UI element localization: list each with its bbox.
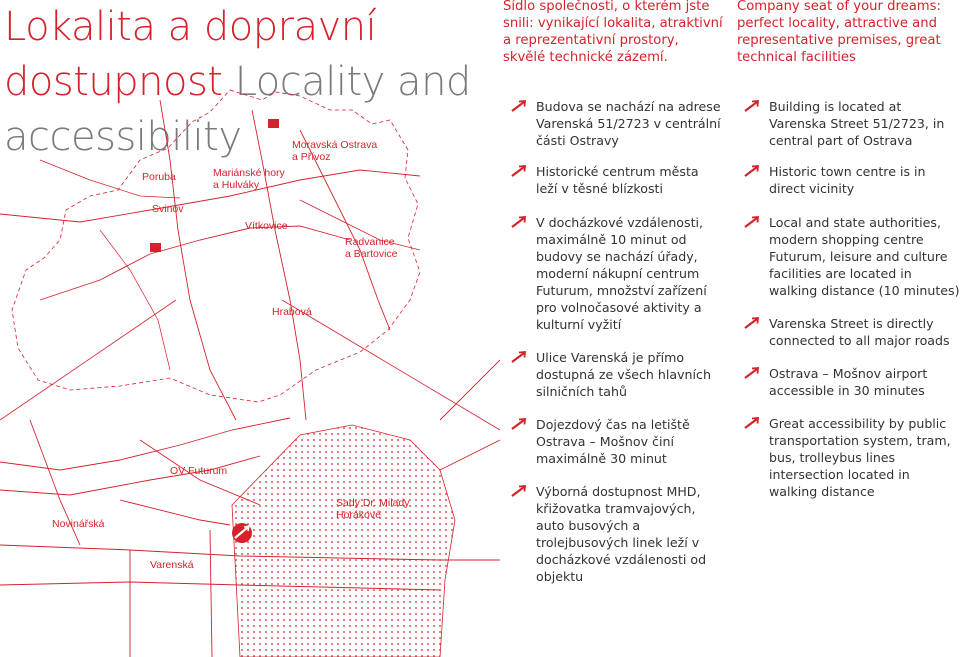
map-label-marianske-hory: Mariánské hory a Hulváky (213, 167, 285, 191)
map-label-svinov: Svinov (152, 203, 184, 215)
arrow-icon (511, 351, 527, 363)
list-item-text: Varenska Street is directly connected to all major roads (769, 316, 950, 348)
list-item (744, 365, 960, 399)
arrow-icon (511, 165, 527, 177)
arrow-icon (511, 485, 527, 497)
map-label-hrabova: Hrabová (272, 306, 312, 318)
list-item-text: Local and state authorities, modern shopping centre Futurum, leisure and culture facilities are located in walking distance (10 minutes) (769, 215, 960, 298)
list-item (744, 163, 960, 197)
map-label-poruba: Poruba (142, 171, 176, 183)
list-item (511, 214, 723, 333)
map-label-ov-futurum: OV Futurum (170, 465, 228, 477)
map-label-moravska-ostrava: Moravská Ostrava a Přívoz (292, 139, 378, 163)
arrow-icon (511, 216, 527, 228)
list-item-text: Ostrava – Mošnov airport accessible in 30 minutes (769, 366, 928, 398)
intro-en: Company seat of your dreams: perfect locality, attractive and representative premises, great technical facilities (737, 0, 941, 65)
list-item (511, 416, 723, 467)
map-label-varenska: Varenská (150, 559, 194, 571)
list-item (744, 415, 960, 500)
title-cz: Lokalita a dopravní dostupnost (4, 4, 377, 105)
arrow-icon (744, 317, 760, 329)
list-item-text: Historické centrum města leží v těsné blízkosti (536, 164, 699, 196)
list-item-text: Výborná dostupnost MHD, křižovatka tramvajových, auto busových a trolejbusových linek leží v docházkové vzdálenosti od objektu (536, 484, 707, 584)
list-item (511, 163, 723, 197)
points-cz (511, 98, 723, 585)
list-item-text: Historic town centre is in direct vicinity (769, 164, 926, 196)
list-item (511, 98, 723, 149)
arrow-icon (511, 100, 527, 112)
list-item (744, 214, 960, 299)
list-item (744, 98, 960, 149)
list-item-text: Building is located at Varenska Street 51/2723, in central part of Ostrava (769, 99, 945, 148)
list-item (511, 483, 723, 585)
list-item-text: V docházkové vzdálenosti, maximálně 10 minut od budovy se nachází úřady, moderní nákupní centrum Futurum, množství zařízení pro volnočasové aktivity a kulturní vyžití (536, 215, 707, 332)
building-logo-icon (232, 523, 252, 543)
list-item (511, 349, 723, 400)
arrow-icon (744, 417, 760, 429)
points-en (744, 98, 960, 500)
intro-cz: Sídlo společnosti, o kterém jste snili: vynikající lokalita, atraktivní a reprezentativní prostory, skvělé technické zázemí. (503, 0, 723, 65)
arrow-icon (511, 418, 527, 430)
arrow-icon (744, 165, 760, 177)
title-en: Locality and accessibility (4, 59, 471, 160)
list-item-text: Budova se nachází na adrese Varenská 51/2723 v centrální části Ostravy (536, 99, 721, 148)
map-label-vitkovice: Vítkovice (245, 220, 288, 232)
list-item-text: Great accessibility by public transportation system, tram, bus, trolleybus lines intersection located in walking distance (769, 416, 951, 499)
map-label-sady: Sady Dr. Milady Horákové (336, 497, 410, 521)
list-item (744, 315, 960, 349)
map-label-radvanice: Radvanice a Bartovice (345, 236, 398, 260)
map-label-novinarska: Novinářská (52, 518, 105, 530)
arrow-icon (744, 100, 760, 112)
list-item-text: Dojezdový čas na letiště Ostrava – Mošnov činí maximálně 30 minut (536, 417, 690, 466)
arrow-icon (744, 216, 760, 228)
list-item-text: Ulice Varenská je přímo dostupná ze všech hlavních silničních tahů (536, 350, 711, 399)
arrow-icon (744, 367, 760, 379)
park-area (232, 425, 455, 657)
